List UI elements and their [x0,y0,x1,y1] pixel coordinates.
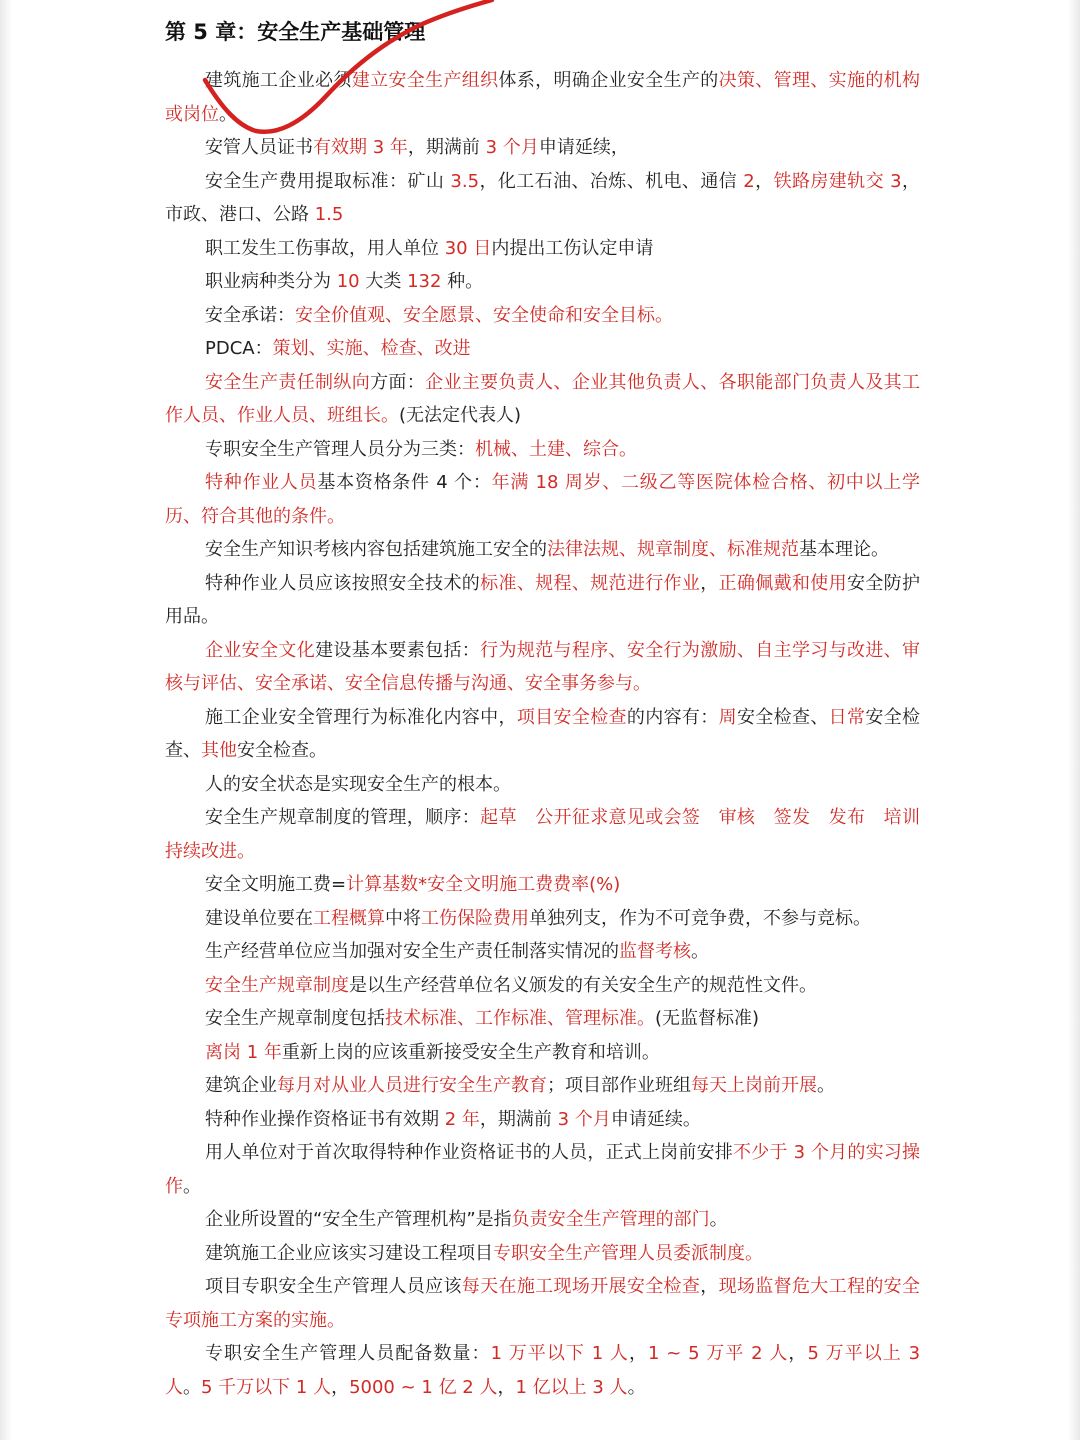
body-text: 安全防护用品。 [165,572,921,627]
highlighted-text: 离岗 1 年 [205,1041,282,1063]
body-text: 安管人员证书 [205,137,313,158]
body-text: 安全生产规章制度的管理，顺序： [205,807,481,828]
body-text: ， [700,572,719,594]
paragraph [165,1136,920,1203]
paragraph [165,332,920,366]
paragraph [165,634,920,701]
body-text: 。 [219,103,237,125]
body-text: ， [628,1343,649,1364]
body-text: ， [754,170,774,192]
highlighted-text: 机械、土建、综合。 [475,438,637,460]
body-text: 特种作业操作资格证书有效期 [205,1108,445,1130]
body-text: 职业病种类分为 [205,271,337,292]
body-text: 安全承诺： [205,304,295,326]
body-text: 建设基本要素包括： [315,639,481,661]
body-text: 种。 [441,271,484,292]
highlighted-text: 1.5 [314,204,344,225]
body-text: 基本理论。 [799,539,889,560]
body-text: 人的安全状态是实现安全生产的根本。 [205,773,511,795]
highlighted-text: 策划、实施、检查、改进 [272,338,471,359]
highlighted-text: 行为规范与程序、安全行为激励、自主学习与改进、审核与评估、安全承诺、安全信息传播与沟通、安全事务参与。 [165,639,921,694]
paragraph [165,1203,920,1237]
highlighted-text: 3.5 [450,170,480,192]
body-text: ， [700,1276,719,1297]
highlighted-text: 铁路房建轨交 3 [773,170,902,192]
highlighted-text: 每天上岗前开展 [691,1075,817,1096]
highlighted-text: 安全生产规章制度 [205,974,349,996]
body-text: 。 [709,1209,728,1230]
highlighted-text: 安全生产责任制纵向 [205,371,371,393]
highlighted-text: 企业安全文化 [205,639,316,661]
body-text: 安全生产知识考核内容包括建筑施工安全的 [205,539,547,560]
paragraph [165,131,920,165]
paragraph [165,232,920,266]
body-text: 建筑企业 [205,1075,277,1096]
highlighted-text: 工程概算 [313,907,385,929]
body-text: ， [331,1376,350,1398]
body-text: 安全检查、 [165,706,921,761]
highlighted-text: 132 [407,271,442,292]
highlighted-text: 3 个月 [557,1108,611,1130]
body-text: 建设单位要在 [205,907,313,929]
highlighted-text: 法律法规、规章制度、标准规范 [547,539,799,560]
body-text: ，市政、港口、公路 [165,170,920,225]
highlighted-text: 计算基数*安全文明施工费费率(%) [346,874,621,895]
page-edge-shadow-right [1068,0,1080,1440]
highlighted-text: 安全价值观、安全愿景、安全使命和安全目标。 [295,304,673,326]
body-text: 职工发生工伤事故，用人单位 [205,237,445,259]
body-text: 。 [691,941,709,962]
highlighted-text: 10 [336,271,360,292]
highlighted-text: 周 [718,706,737,728]
body-text: ， [497,1376,516,1398]
highlighted-text: 2 年 [444,1108,480,1130]
body-text: 施工企业安全管理行为标准化内容中， [205,706,517,728]
highlighted-text: 每月对从业人员进行安全生产教育 [277,1075,547,1096]
body-text: 的内容有： [626,706,719,728]
paragraph [165,433,920,467]
paragraph [165,466,920,533]
highlighted-text: 5 千万以下 1 人 [201,1376,332,1398]
body-text: 建筑施工企业应该实习建设工程项目 [205,1242,493,1264]
highlighted-text: 其他 [201,740,237,761]
paragraph-list [165,64,939,1404]
paragraph [165,701,920,768]
paragraph [165,1337,920,1404]
highlighted-text: 技术标准、工作标准、管理标准。 [385,1008,655,1029]
highlighted-text: 起草 公开征求意见或会签 审核 签发 发布 培训 持续改进。 [165,807,939,862]
body-text: 大类 [359,271,408,292]
body-text: ，化工石油、冶炼、机电、通信 [479,170,744,192]
highlighted-text: 5000 ~ 1 亿 2 人 [349,1376,498,1398]
body-text: 安全检查。 [237,740,327,761]
body-text: 申请延续。 [610,1108,701,1130]
paragraph [165,1237,920,1271]
paragraph [165,1103,920,1137]
highlighted-text: 30 日 [444,237,492,259]
highlighted-text: 特种作业人员 [205,472,318,493]
body-text: 安全生产规章制度包括 [205,1008,385,1029]
body-text: 专职安全生产管理人员配备数量： [205,1343,491,1364]
highlighted-text: 1 万平以下 1 人 [490,1343,629,1364]
paragraph [165,768,920,802]
body-text: 特种作业人员应该按照安全技术的 [205,572,481,594]
paragraph [165,868,920,902]
highlighted-text: 年满 18 周岁、二级乙等医院体检合格、初中以上学历、符合其他的条件。 [165,472,920,527]
highlighted-text: 正确佩戴和使用 [718,572,847,594]
body-text: PDCA： [205,338,273,359]
highlighted-text: 1 亿以上 3 人 [515,1376,628,1398]
body-text: ；项目部作业班组 [547,1075,691,1096]
paragraph [165,265,920,299]
highlighted-text: 负责安全生产管理的部门 [511,1209,710,1230]
body-text: 。 [627,1376,646,1398]
highlighted-text: 1 ~ 5 万平 2 人 [648,1343,789,1364]
body-text: 内提出工伤认定申请 [491,237,654,259]
body-text: 方面： [370,371,426,393]
paragraph [165,64,920,131]
body-text: 基本资格条件 4 个： [317,472,492,493]
paragraph [165,1270,920,1337]
highlighted-text: 日常 [828,706,866,728]
page-edge-shadow-left [0,0,12,1440]
body-text: 。 [817,1075,835,1096]
body-text: 专职安全生产管理人员分为三类： [205,438,475,460]
highlighted-text: 2 [743,170,755,192]
body-text: 建筑施工企业必须 [205,70,352,91]
highlighted-text: 标准、规程、规范进行作业 [480,572,701,594]
body-text: (无监督标准) [655,1008,760,1029]
paragraph [165,299,920,333]
body-text: 安全检查、 [736,706,829,728]
paragraph [165,366,920,433]
paragraph [165,533,920,567]
paragraph [165,1036,920,1070]
highlighted-text: 项目安全检查 [516,706,627,728]
body-text: 安全文明施工费= [205,874,347,895]
paragraph [165,1002,920,1036]
body-text: 用人单位对于首次取得特种作业资格证书的人员，正式上岗前安排 [205,1142,734,1163]
body-text: 安全生产费用提取标准：矿山 [205,170,451,192]
highlighted-text: 每天在施工现场开展安全检查 [461,1276,701,1297]
paragraph [165,935,920,969]
body-text: 重新上岗的应该重新接受安全生产教育和培训。 [281,1041,660,1063]
body-text: 。 [183,1175,201,1197]
highlighted-text: 监督考核 [619,941,691,962]
highlighted-text: 工伤保险费用 [421,907,529,929]
highlighted-text: 建立安全生产组织 [351,70,499,91]
highlighted-text: 3 个月 [485,137,539,158]
paragraph [165,165,920,232]
body-text: ，期满前 [479,1108,558,1130]
body-text: 是以生产经营单位名义颁发的有关安全生产的规范性文件。 [349,974,817,996]
highlighted-text: 专职安全生产管理人员委派制度。 [493,1242,763,1264]
body-text: 。 [183,1376,201,1398]
body-text: 单独列支，作为不可竞争费，不参与竞标。 [529,907,871,929]
body-text: 企业所设置的“安全生产管理机构”是指 [205,1209,512,1230]
body-text: 项目专职安全生产管理人员应该 [205,1276,462,1297]
body-text: ， [788,1343,808,1364]
document-content[interactable] [165,14,939,1404]
body-text: 体系，明确企业安全生产的 [498,70,719,91]
body-text: (无法定代表人) [399,405,522,426]
body-text: 中将 [385,907,421,929]
highlighted-text: 决策、管理、实施的机构或岗位 [165,70,921,125]
highlighted-text: 不少于 3 个月的实习操作 [165,1142,920,1197]
paragraph [165,902,920,936]
body-text: 申请延续， [538,137,629,158]
highlighted-text: 5 万平以上 3 人 [165,1343,921,1398]
paragraph [165,801,939,868]
highlighted-text: 有效期 3 年 [313,137,408,158]
highlighted-text: 现场监督危大工程的安全专项施工方案的实施。 [165,1276,921,1331]
paragraph [165,1069,920,1103]
body-text: 生产经营单位应当加强对安全生产责任制落实情况的 [205,941,619,962]
paragraph [165,567,920,634]
chapter-title: 第 5 章：安全生产基础管理 [165,20,426,44]
body-text: ，期满前 [407,137,486,158]
highlighted-text: 企业主要负责人、企业其他负责人、各职能部门负责人及其工作人员、作业人员、班组长。 [165,371,921,426]
paragraph [165,969,920,1003]
